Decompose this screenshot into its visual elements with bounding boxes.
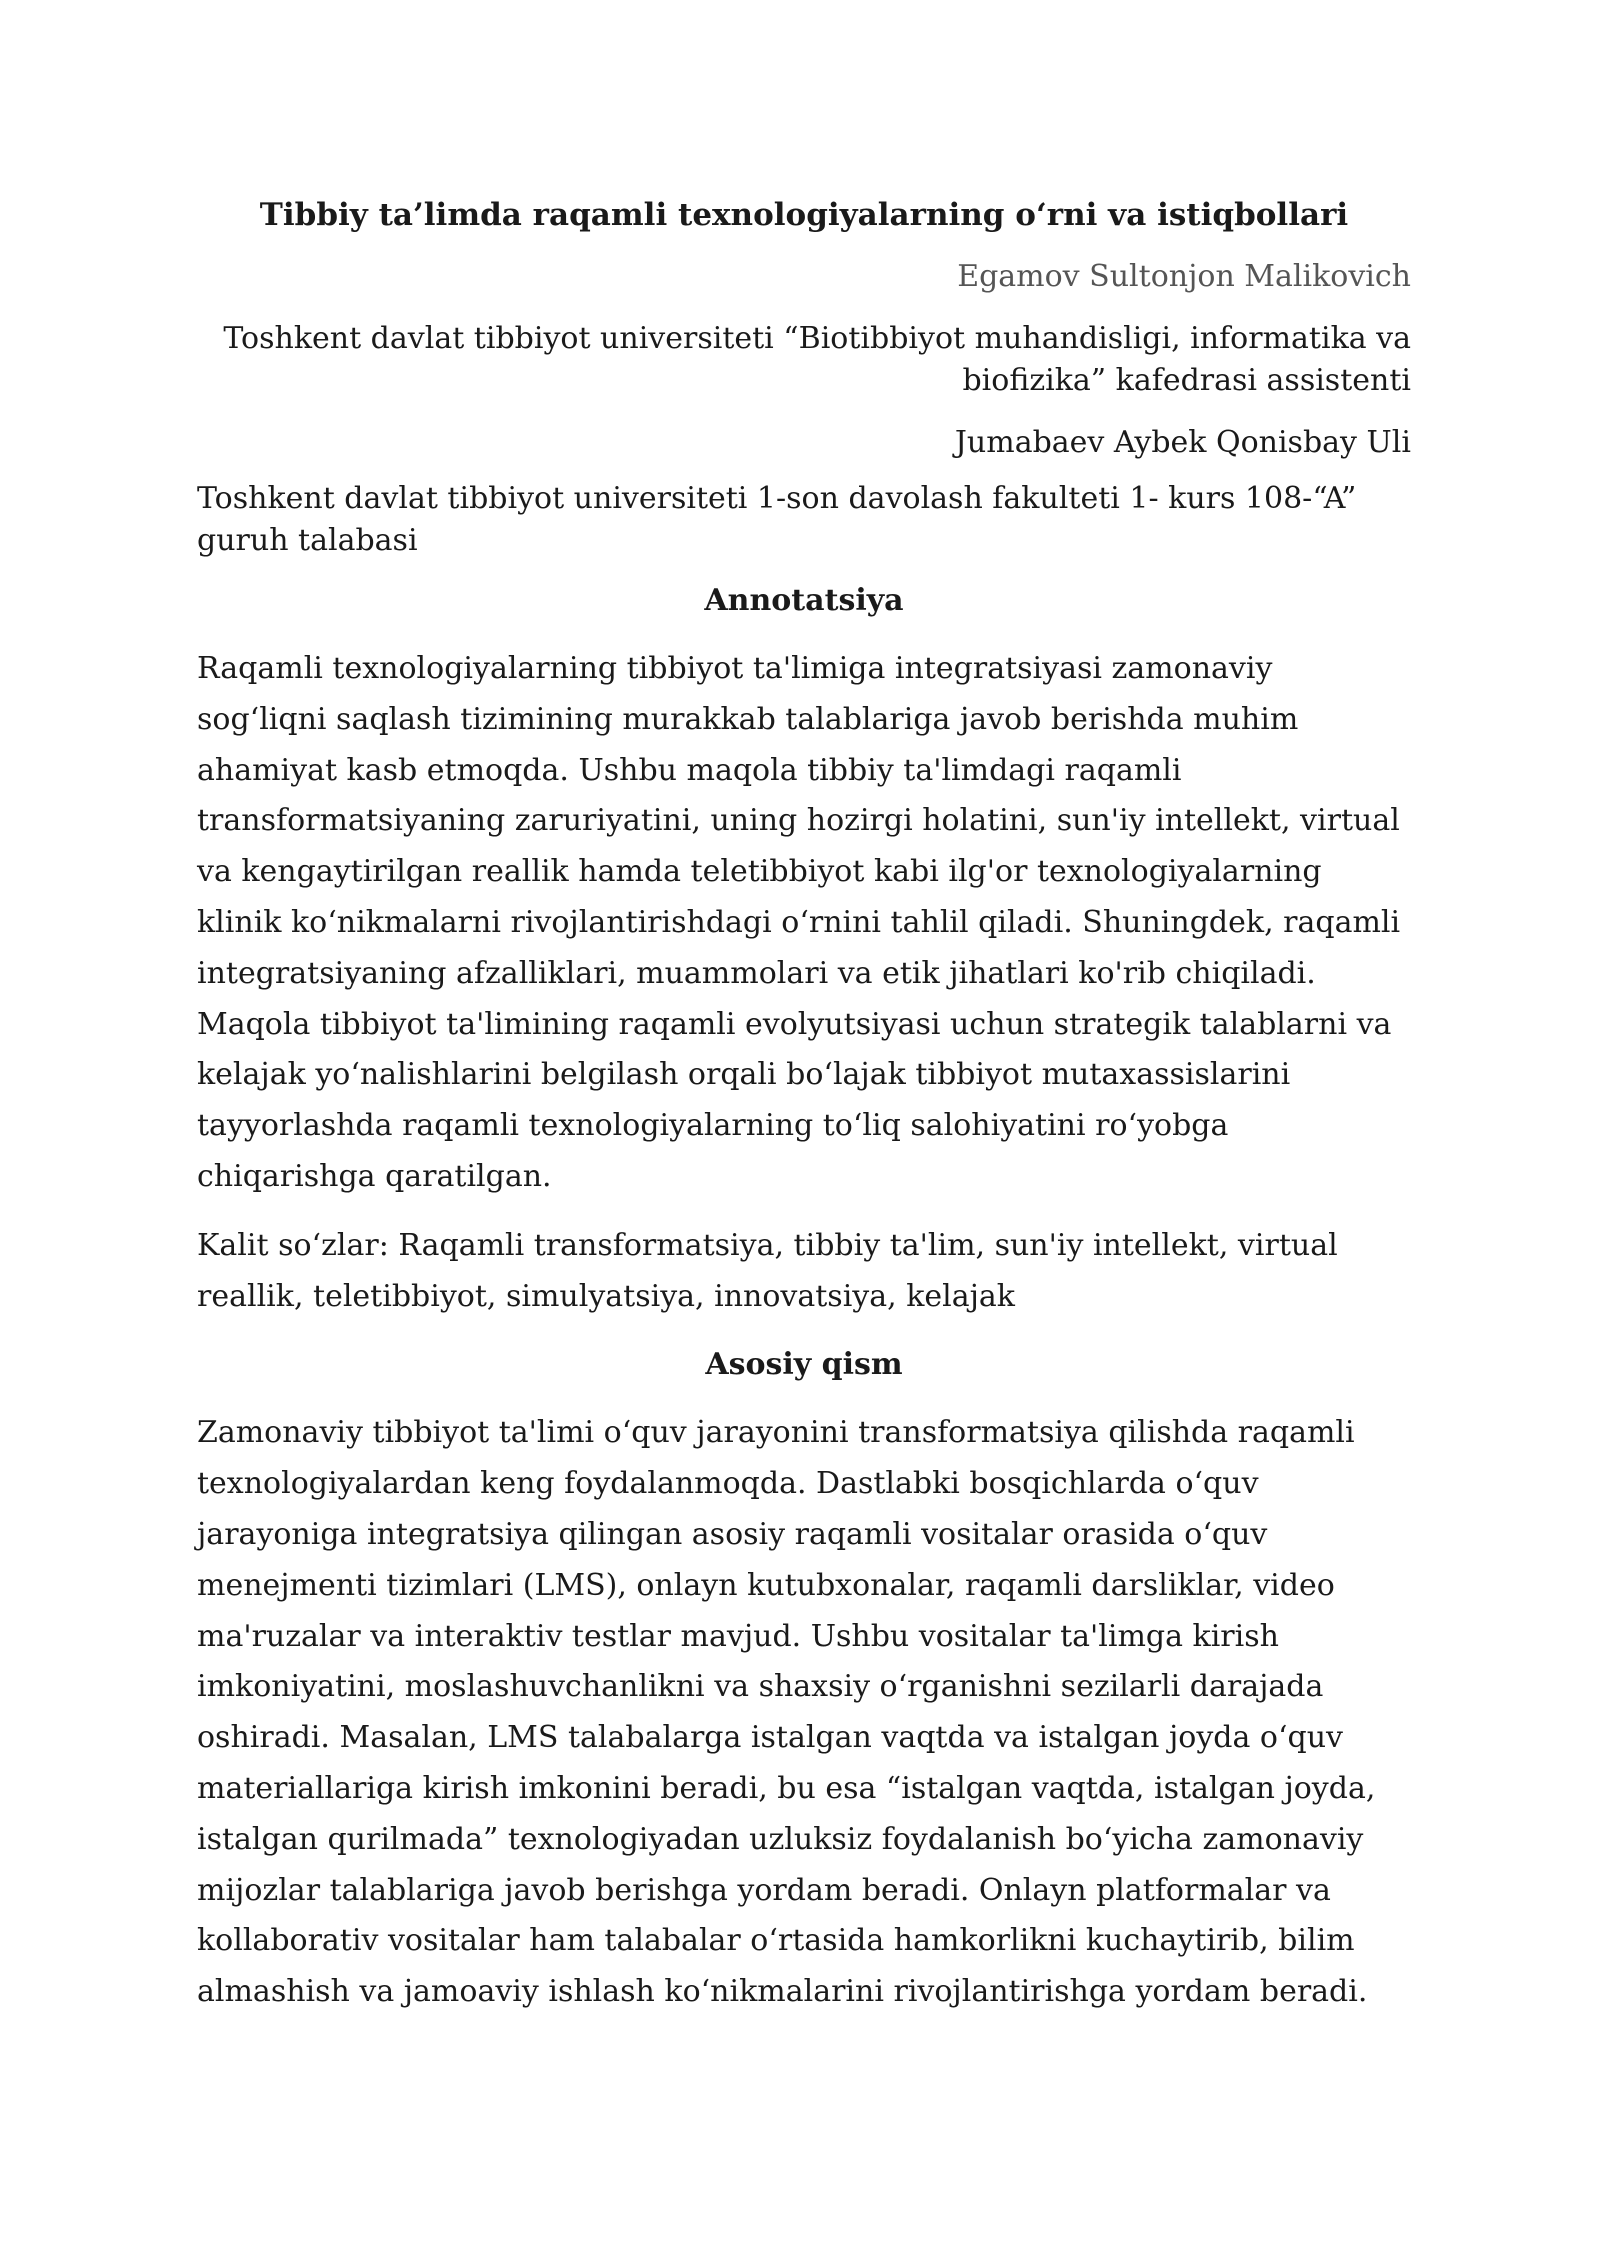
author-name-secondary: Jumabaev Aybek Qonisbay Uli — [954, 425, 1411, 460]
main-section-text: Zamonaviy tibbiyot ta'limi o‘quv jarayonini transformatsiya qilishda raqamli texnologiyalardan keng foydalanmoqda. Dastlabki bosqichlarda o‘quv jarayoniga integratsiya qilingan asosiy raqamli vositalar orasida o‘quv menejmenti tizimlari (LMS), onlayn kutubxonalar, raqamli darsliklar, video ma'ruzalar va interaktiv testlar mavjud. Ushbu vositalar ta'limga kirish imkoniyatini, moslashuvchanlikni va shaxsiy o‘rganishni sezilarli darajada oshiradi. Masalan, LMS talabalarga istalgan vaqtda va istalgan joyda o‘quv materiallariga kirish imkonini beradi, bu esa “istalgan vaqtda, istalgan joyda, istalgan qurilmada” texnologiyadan uzluksiz foydalanish bo‘yicha zamonaviy mijozlar talablariga javob berishga yordam beradi. Onlayn platformalar va kollaborativ vositalar ham talabalar o‘rtasida hamkorlikni kuchaytirib, bilim almashish va jamoaviy ishlash ko‘nikmalarini rivojlantirishga yordam beradi. — [197, 1415, 1376, 2010]
author-affiliation-secondary: Toshkent davlat tibbiyot universiteti 1-son davolash fakulteti 1- kurs 108-“A” guruh talabasi — [197, 481, 1357, 558]
keywords-text: Kalit so‘zlar: Raqamli transformatsiya, tibbiy ta'lim, sun'iy intellekt, virtual reallik, teletibbiyot, simulyatsiya, innovatsiya, kelajak — [197, 1227, 1338, 1314]
abstract-text: Raqamli texnologiyalarning tibbiyot ta'limiga integratsiyasi zamonaviy sog‘liqni saqlash tizimining murakkab talablariga javob berishda muhim ahamiyat kasb etmoqda. Ushbu maqola tibbiy ta'limdagi raqamli transformatsiyaning zaruriyatini, uning hozirgi holatini, sun'iy intellekt, virtual va kengaytirilgan reallik hamda teletibbiyot kabi ilg'or texnologiyalarning klinik ko‘nikmalarni rivojlantirishdagi o‘rnini tahlil qiladi. Shuningdek, raqamli integratsiyaning afzalliklari, muammolari va etik jihatlari ko'rib chiqiladi. Maqola tibbiyot ta'limining raqamli evolyutsiyasi uchun strategik talablarni va kelajak yo‘nalishlarini belgilash orqali bo‘lajak tibbiyot mutaxassislarini tayyorlashda raqamli texnologiyalarning to‘liq salohiyatini ro‘yobga chiqarishga qaratilgan. — [197, 651, 1401, 1194]
main-section-heading: Asosiy qism — [705, 1347, 903, 1383]
abstract-heading: Annotatsiya — [704, 583, 904, 618]
author-name-primary: Egamov Sultonjon Malikovich — [957, 259, 1411, 294]
document-body — [197, 190, 1411, 2036]
author-affiliation-primary: Toshkent davlat tibbiyot universiteti “Biotibbiyot muhandisligi, informatika va biofizika” kafedrasi assistenti — [223, 321, 1411, 398]
article-title: Tibbiy ta’limda raqamli texnologiyalarning o‘rni va istiqbollari — [259, 197, 1349, 233]
